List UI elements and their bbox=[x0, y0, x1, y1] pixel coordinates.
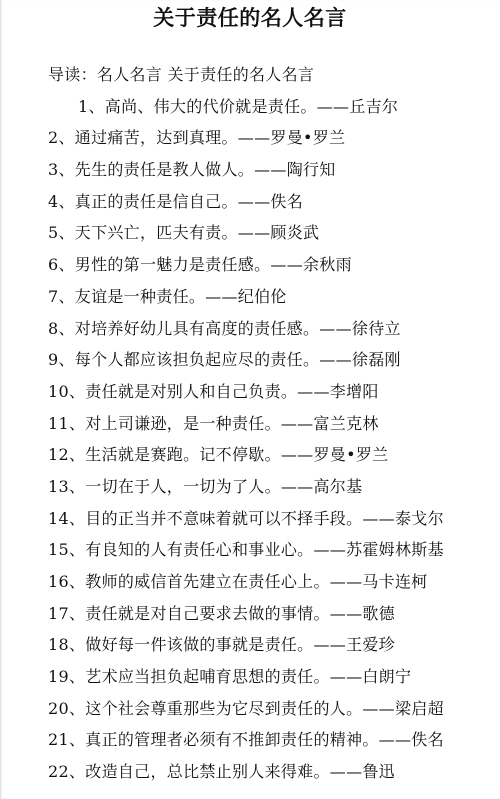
quote-text: 改造自己，总比禁止别人来得难。 bbox=[85, 762, 330, 782]
intro-label: 导读： bbox=[48, 65, 97, 84]
quote-item bbox=[48, 249, 488, 281]
quote-author: ——鲁迅 bbox=[329, 762, 395, 782]
quote-author: ——佚名 bbox=[237, 191, 303, 211]
quote-item bbox=[48, 598, 488, 630]
quote-item bbox=[48, 693, 488, 725]
quote-number: 22、 bbox=[48, 762, 86, 782]
quote-number: 12、 bbox=[48, 445, 86, 465]
quote-text: 这个社会尊重那些为它尽到责任的人。 bbox=[85, 698, 363, 718]
quote-text: 生活就是赛跑。记不停歇。 bbox=[85, 445, 281, 465]
quote-number: 10、 bbox=[48, 381, 86, 401]
quote-number: 18、 bbox=[48, 635, 86, 655]
quote-item bbox=[48, 471, 488, 503]
quote-item bbox=[48, 154, 488, 186]
quote-author: ——梁启超 bbox=[362, 698, 444, 718]
quote-text: 友谊是一种责任。 bbox=[74, 286, 206, 306]
quote-author: ——泰戈尔 bbox=[362, 508, 444, 528]
quote-item bbox=[48, 408, 488, 440]
quote-author: ——苏霍姆林斯基 bbox=[313, 540, 444, 560]
quote-number: 4、 bbox=[48, 191, 75, 211]
quote-author: ——富兰克林 bbox=[280, 413, 379, 433]
quote-author: ——王爱珍 bbox=[313, 635, 395, 655]
quote-text: 有良知的人有责任心和事业心。 bbox=[85, 540, 314, 560]
quote-item bbox=[48, 756, 488, 788]
quote-number: 19、 bbox=[48, 667, 86, 687]
quote-item bbox=[48, 661, 488, 693]
quote-author: ——顾炎武 bbox=[237, 223, 320, 243]
quote-author: ——余秋雨 bbox=[270, 255, 352, 275]
quote-item bbox=[48, 217, 488, 249]
page-title: 关于责任的名人名言 bbox=[153, 5, 347, 30]
quote-number: 11、 bbox=[48, 413, 86, 433]
quote-item bbox=[48, 376, 488, 408]
quote-item bbox=[48, 503, 488, 535]
intro-text: 名人名言 关于责任的名人名言 bbox=[96, 65, 315, 84]
quote-text: 真正的管理者必须有不推卸责任的精神。 bbox=[85, 730, 379, 750]
quote-text: 先生的责任是教人做人。 bbox=[74, 160, 255, 180]
quote-author: ——佚名 bbox=[378, 730, 444, 750]
quote-text: 艺术应当担负起哺育思想的责任。 bbox=[85, 667, 330, 687]
quote-item bbox=[48, 91, 488, 123]
quote-number: 5、 bbox=[48, 223, 75, 243]
quote-author: ——马卡连柯 bbox=[329, 572, 428, 591]
quote-author: ——李增阳 bbox=[297, 381, 379, 401]
quote-text: 做好每一件该做的事就是责任。 bbox=[85, 635, 314, 655]
quote-item bbox=[48, 122, 488, 154]
quote-item bbox=[48, 534, 488, 566]
quote-author: ——徐待立 bbox=[319, 318, 401, 338]
quote-item bbox=[48, 281, 488, 313]
quote-number: 15、 bbox=[48, 540, 86, 560]
quote-item bbox=[48, 566, 488, 598]
quote-number: 6、 bbox=[48, 255, 75, 275]
quote-number: 7、 bbox=[48, 286, 75, 306]
quote-item bbox=[48, 629, 488, 661]
quote-text: 每个人都应该担负起应尽的责任。 bbox=[74, 350, 320, 370]
quote-number: 16、 bbox=[48, 572, 86, 591]
quote-author: ——丘吉尔 bbox=[316, 96, 399, 116]
quote-text: 责任就是对别人和自己负责。 bbox=[85, 381, 298, 401]
quote-author: ——歌德 bbox=[329, 603, 395, 623]
quote-text: 目的正当并不意味着就可以不择手段。 bbox=[85, 508, 363, 528]
quote-item bbox=[48, 724, 488, 756]
quote-author: ——徐磊刚 bbox=[319, 350, 401, 370]
quote-author: ——白朗宁 bbox=[329, 667, 412, 687]
quote-text: 责任就是对自己要求去做的事情。 bbox=[85, 603, 330, 623]
quote-text: 对上司谦逊，是一种责任。 bbox=[85, 413, 281, 433]
quote-text: 一切在于人，一切为了人。 bbox=[85, 476, 281, 496]
quote-author: ——纪伯伦 bbox=[205, 286, 287, 306]
quote-text: 男性的第一魅力是责任感。 bbox=[74, 255, 271, 275]
quote-text: 高尚、伟大的代价就是责任。 bbox=[104, 96, 317, 116]
quote-text: 真正的责任是信自己。 bbox=[74, 191, 238, 211]
intro-line bbox=[48, 59, 488, 91]
quote-number: 9、 bbox=[48, 350, 75, 370]
quote-number: 8、 bbox=[48, 318, 75, 338]
quote-item bbox=[48, 344, 488, 376]
quote-author: ——罗曼•罗兰 bbox=[280, 445, 389, 465]
quote-text: 通过痛苦，达到真理。 bbox=[74, 128, 238, 148]
quote-item bbox=[48, 186, 488, 218]
quote-number: 3、 bbox=[48, 160, 75, 180]
quote-number: 14、 bbox=[48, 508, 86, 528]
quote-number: 21、 bbox=[48, 730, 86, 750]
quote-text: 教师的威信首先建立在责任心上。 bbox=[85, 572, 330, 591]
quote-number: 13、 bbox=[48, 476, 86, 496]
quote-number: 17、 bbox=[48, 603, 86, 623]
quote-item bbox=[48, 313, 488, 345]
quote-author: ——陶行知 bbox=[254, 160, 336, 180]
document-body bbox=[48, 59, 488, 788]
quote-author: ——高尔基 bbox=[280, 476, 363, 496]
quote-number: 1、 bbox=[78, 96, 105, 116]
quote-number: 20、 bbox=[48, 698, 86, 718]
quote-item bbox=[48, 439, 488, 471]
quote-text: 天下兴亡，匹夫有责。 bbox=[74, 223, 238, 243]
quote-text: 对培养好幼儿具有高度的责任感。 bbox=[74, 318, 320, 338]
quote-author: ——罗曼•罗兰 bbox=[237, 128, 346, 148]
quote-number: 2、 bbox=[48, 128, 75, 148]
